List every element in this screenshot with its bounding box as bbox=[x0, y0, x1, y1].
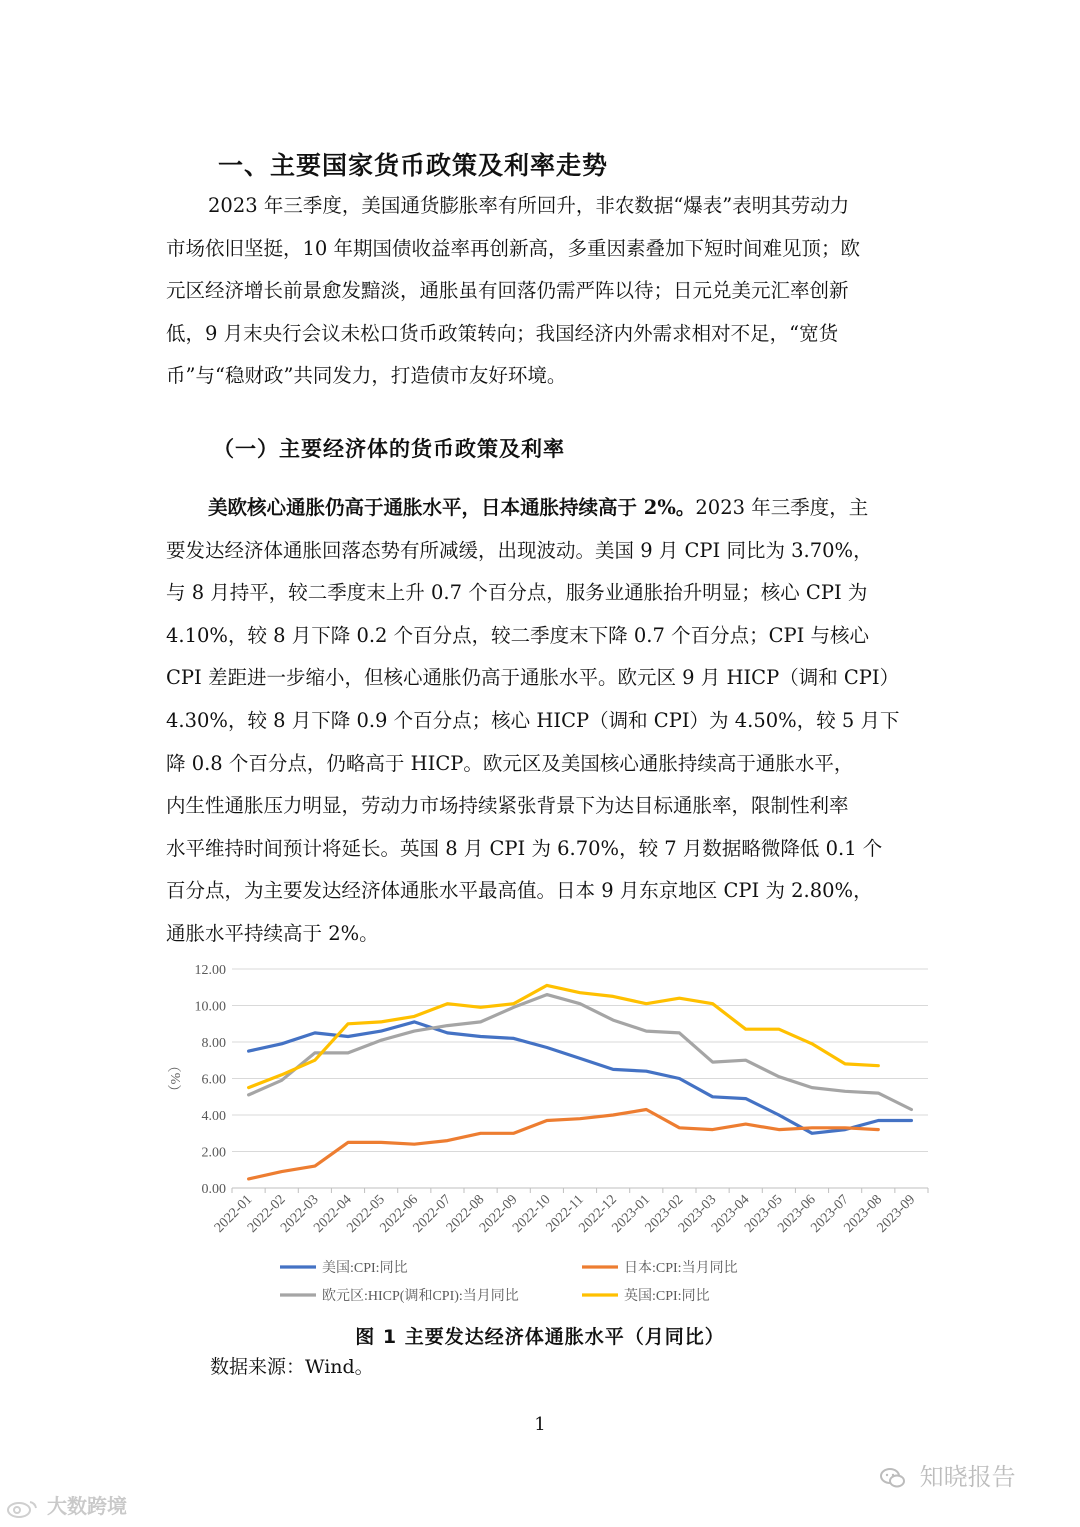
x-tick-label: 2022-05 bbox=[344, 1192, 388, 1236]
x-tick-label: 2022-11 bbox=[543, 1192, 587, 1236]
x-tick-label: 2022-03 bbox=[278, 1192, 322, 1236]
y-axis-label: （%） bbox=[169, 1058, 184, 1099]
x-tick-label: 2022-06 bbox=[377, 1192, 422, 1236]
x-tick-label: 2023-04 bbox=[708, 1192, 753, 1236]
y-tick-label: 4.00 bbox=[201, 1109, 226, 1124]
figure-caption: 图 1 主要发达经济体通胀水平（月同比） bbox=[355, 1326, 725, 1348]
legend-label: 英国:CPI:同比 bbox=[624, 1289, 710, 1304]
legend-label: 日本:CPI:当月同比 bbox=[624, 1261, 738, 1276]
text-line: 2023 年三季度，美国通货膨胀率有所回升，非农数据“爆表”表明其劳动力 bbox=[208, 194, 850, 217]
lead-rest: 2023 年三季度，主 bbox=[695, 496, 869, 519]
watermark-right bbox=[880, 1457, 1016, 1492]
text-line: 4.10%，较 8 月下降 0.2 个百分点，较二季度末下降 0.7 个百分点；CPI 与核心 bbox=[166, 623, 870, 647]
page-number: 1 bbox=[534, 1414, 546, 1435]
text-line: 市场依旧坚挺，10 年期国债收益率再创新高，多重因素叠加下短时间难见顶；欧 bbox=[166, 236, 861, 260]
y-tick-label: 2.00 bbox=[201, 1145, 226, 1161]
x-tick-label: 2022-10 bbox=[510, 1192, 554, 1236]
x-tick-label: 2023-01 bbox=[609, 1192, 654, 1236]
x-tick-label: 2023-03 bbox=[675, 1192, 720, 1236]
x-tick-label: 2023-02 bbox=[642, 1192, 687, 1236]
data-source: 数据来源：Wind。 bbox=[210, 1356, 374, 1378]
y-tick-label: 12.00 bbox=[194, 963, 226, 978]
inflation-line-chart bbox=[150, 955, 950, 1315]
x-tick-label: 2022-01 bbox=[211, 1192, 256, 1236]
y-tick-label: 6.00 bbox=[201, 1072, 226, 1088]
series-line bbox=[249, 995, 912, 1110]
text-line: 要发达经济体通胀回落态势有所减缓，出现波动。美国 9 月 CPI 同比为 3.70%， bbox=[166, 538, 873, 562]
y-tick-label: 0.00 bbox=[201, 1182, 226, 1197]
x-tick-label: 2022-08 bbox=[443, 1192, 488, 1236]
x-tick-label: 2023-06 bbox=[775, 1192, 819, 1236]
text-line: 4.30%，较 8 月下降 0.9 个百分点；核心 HICP（调和 CPI）为 4.50%，较 5 月下 bbox=[166, 708, 900, 732]
watermark-right-text: 知晓报告 bbox=[919, 1463, 1016, 1491]
y-tick-label: 8.00 bbox=[201, 1036, 226, 1051]
x-tick-label: 2022-12 bbox=[576, 1192, 620, 1236]
subsection-heading: （一）主要经济体的货币政策及利率 bbox=[213, 437, 565, 461]
text-line: 水平维持时间预计将延长。英国 8 月 CPI 为 6.70%，较 7 月数据略微降低 0.1 个 bbox=[166, 836, 883, 860]
x-tick-label: 2023-08 bbox=[841, 1192, 886, 1236]
body-paragraph bbox=[166, 487, 916, 956]
wechat-icon bbox=[880, 1467, 906, 1489]
watermark-left bbox=[6, 1490, 127, 1519]
series-line bbox=[249, 1022, 912, 1133]
y-tick-label: 10.00 bbox=[194, 999, 226, 1015]
text-line: 元区经济增长前景愈发黯淡，通胀虽有回落仍需严阵以待；日元兑美元汇率创新 bbox=[166, 279, 849, 303]
text-line: 与 8 月持平，较二季度末上升 0.7 个百分点，服务业通胀抬升明显；核心 CPI 为 bbox=[166, 581, 868, 605]
x-tick-label: 2022-04 bbox=[311, 1192, 355, 1236]
legend-label: 美国:CPI:同比 bbox=[322, 1261, 408, 1276]
watermark-left-text: 大数跨境 bbox=[46, 1494, 127, 1518]
series-line bbox=[249, 1110, 879, 1179]
text-line bbox=[166, 487, 916, 530]
intro-paragraph bbox=[166, 185, 916, 398]
x-tick-label: 2022-07 bbox=[410, 1192, 455, 1236]
text-line: 百分点，为主要发达经济体通胀水平最高值。日本 9 月东京地区 CPI 为 2.80%， bbox=[166, 879, 873, 903]
text-line: 低，9 月末央行会议未松口货币政策转向；我国经济内外需求相对不足，“宽货 bbox=[166, 321, 839, 345]
x-tick-label: 2022-02 bbox=[244, 1192, 289, 1236]
text-line: 内生性通胀压力明显，劳动力市场持续紧张背景下为达目标通胀率，限制性利率 bbox=[166, 794, 849, 818]
section-heading: 一、主要国家货币政策及利率走势 bbox=[218, 151, 609, 180]
x-tick-label: 2023-05 bbox=[742, 1192, 786, 1236]
lead-sentence: 美欧核心通胀仍高于通胀水平，日本通胀持续高于 2%。 bbox=[208, 496, 696, 519]
x-tick-label: 2022-09 bbox=[476, 1192, 521, 1236]
x-tick-label: 2023-07 bbox=[808, 1192, 852, 1236]
text-line: CPI 差距进一步缩小，但核心通胀仍高于通胀水平。欧元区 9 月 HICP（调和 CPI） bbox=[166, 666, 900, 690]
legend-label: 欧元区:HICP(调和CPI):当月同比 bbox=[322, 1289, 519, 1304]
text-line: 通胀水平持续高于 2%。 bbox=[166, 921, 379, 945]
x-tick-label: 2023-09 bbox=[874, 1192, 919, 1236]
text-line: 降 0.8 个百分点，仍略高于 HICP。欧元区及美国核心通胀持续高于通胀水平， bbox=[166, 751, 854, 775]
weibo-icon bbox=[6, 1498, 40, 1518]
text-line: 币”与“稳财政”共同发力，打造债市友好环境。 bbox=[166, 364, 567, 388]
